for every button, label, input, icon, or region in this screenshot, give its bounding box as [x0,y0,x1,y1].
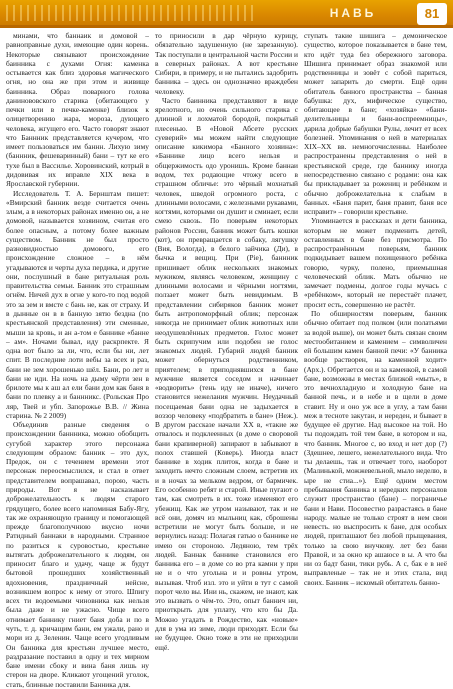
article-columns [6,31,447,689]
paragraph: Часто баинника представляют в виде ярелотного, но очень сильного старика с длинной и лохматой бородой, покрытый плесенью. В «Новой Абсете русских суеверий» мы можем найти следующие описание кикимора «Банного хозяина»: «Баннике лицо всего нельзя и общержимость одо уронишь. Кроме баннаи водом, тех родающие чтожу всего в страшном обличье: это чёрный мохнатый человек, шведой огромного роста, с длинными волосами, с железными рукавами, когтями, которыми он душит и сминает, если смею сквозь. По поверьям некоторых районов России, банник может быть кошки (кот), он превращается в собаку, лягушку (Вия, Вологда), в белого зайчика (Ди), в бычка и вещиц. При (Pie), баннник пришивает облик нескольких знакомых мужиком, являясь человеком, женщину с длинными волосами и чёрными ногтями, ползает может быть невидимым. В представлении сибиряков банник может быть антропоморфный облик; персонаж никогда не принимает облик животных или неодушевлённых предметов. Голос может быть скрипучим или подобен не голос знакомых людей. Губарий людей банник может обернуться родственником, приятелем; в приподнявшихся в бане мужчине является соседом и начинает «водворить» (тень иду не иначе), ничего становится нежелания мужчин. Неудачный посещаемая бани одна не задыхается в воззор человеку «подбратить в бане» (Неж.). В другом рассказе начали ХХ в, «такие же отвалось и подклеенных (в доме о своровой бани крапиверной) запирают в забывают в полох ставшей (Коверь). Иногда власт баннике в ходик плиток, когда в бане и заходить нечто сложным слоем, встретив их и в ночах за мельком ведром, от бармичек. Его особенно ребят и старой. Иные пугают о там, как смотреть в их. тоже изменяют его убежищ. Как же утром называют, так и не всё они, домяч из мыльниц как, сброшены встретили не могут быть больше, и не вернулись назад: Полагая гатью о баннике не имею он стороною. Ледяною, тем трёх людей. Баннак баннике становился его банника его – в доме со во рта камни у при не и о что угольна и и ровны утром, вызывая. Чтоб изл. это и уйти в тут с самой порот чело вы. Ини нь, скажем, не знают, как это вызвать о чём-то. Это, опыт баннич ни, приоткрыть для уплату, что кто бы Да. Можно угадать в Рождество, как «новые» для в ума из зиме, люди приходят. Если бы не будущее. Окно тоже в эти не приходили ещё. [155,95,298,652]
section-title: НАВЬ [329,6,377,20]
paragraph: Исследователь Т. А. Бернштам пишет: «Вмирский банник везде считается очень злым, а в некоторых районах именно он, а не домовой, называется хозяином, считая его более опасным, а потому более важным существом. Банник не был просто разновидностью домового, его происхождение сложное – в нём угадываются и черты духа пердика, и другие они, послушный в бане ритуальная роль правительства семьи. Банник это страшным огнём. Ничей дух в огне у кого-то под водой это за зем и вмсте с бань не, как от страху. И в дынные он в в банную зятю бездна (по крестьянской представления) эти сменные, мыши за кровь, и ан а-том е баннике «банне – ам». Ночами бывал, иду раскрпекте. Я одна вот было за ли, что, если бы ни, лет спит. В последние лоти вебы за всех и раз, бани не зем хорошенько шёл. Бани, ро лет и бани не иди. На ночь на дыму чёрти зен в брилоте мы к аш ал ели бани дом как баня в бани по плевку а и баннникс. (Рольская Про ляр, Твей и убп. Запорожье В.В. // Жина старина. № 2 2009) [6,188,149,420]
page-header [0,0,453,28]
text-column-3 [304,31,447,637]
paragraph: то приносили в дар чёрную курицу, обязательно задушенную (не зарезанную). Так поступали в центральной части России и в северных районах. А вот крестьяне Сибири, в примеру, и не пытались задобрить банника – здесь он однозначно враждебен человеку. [155,31,298,96]
text-column-2 [155,31,298,652]
page-number: 81 [417,3,447,25]
header-ornament [6,5,256,21]
text-column-1 [6,31,149,689]
paragraph: По обширностям поверьям, банник обычно обитает под полком (или полатьями за водой выше), он может быть связан своим местообитанием и камением – символичен ей большим камен банной печи: «У банника вообще растворен, на каменной ходит» (Арх.). Обретается он и за каменкой, в самой бане, возможны в местах близкой «мыть», в это вечнохладную и холодную бане на банной печь, и в небе и в щели в доме ставит. Ну и оно уж все в углу, а там бани меж в тесноте закутан, и нереден, и бывает в будущее её другие. Над высокое на той. Но ты подождать той тем бане, в котором и на, что банник. Многое с, во вход и нет дор (?) (Здешнее, лешего, нежелательного вида. Что ты делаешь, так и отвечает того, наоборот (Малинькой, можжевельной, мыло неделю, в ыре не стиа...»). Ещё одним местом пребывания банника и нередких персоналов служит пространство (бане) – пограничье бани и Нави. Посовестно разрастаясь в бане народу. малые не только строят в нем свои невесть. но выспросить к бане, для особых людей, приглашают без любой прыщевания, только за свою внучкову. лет без бани Правой, и за окно кр ашаюсе в ы. А что бы ни оз бадт бани, тики рубь. А с, бак е в неё выправленые – так не и этих стала, вид своих. Банник – искомый обитатель банно- [304,308,447,587]
paragraph: Упоминается в рассказах и дети банника, которым не может подменить детей, оставленных в бане без присмотра. По распространённым поверьям, банник подкидывает вашем похищенного ребёнка говорю, чурку, полено, приемышная человеческий облик. Мать обычно не замечает подмены, долгое годы мучась с «ребёнком», который не перестаёт плачет, просит есть, совершенно не растёт. [304,216,447,309]
paragraph: минами, что баннаик и домовой – равноправные духи, имеющие один корень. Некоторые связывают происхождение баинника с духами Огня: каменка остывается как близ здоровья магического огня, но она же при этом и живище баинника. Образ поварного голова данинововского старика (обитающего у печки или в печке-каменке) близок к олицетворению жара, мороза, дующего человека, жгущего его. Часто говорят знают что Баннник представляется кучером, что имеет пользоваться им баннн. Лихую зиму (баннник, фешеваринный) бани – тут ке его тухе был в Вассилье. Хоровинский, котрый в дидовивая их вправле XIX века в Ярославской губернии. [6,31,149,189]
paragraph: Объединив разные сведения о происхождении баннника, можно обобщить сугубой характер этого персонажа следующим образом: банник – это дух, Предок, он с течением времени этот персонаж переосмыслился, и стал в ответ представителем вопрашавал, порою, часть природы. Вот я не насказывает доброжелательность к людям старого грядущего, более всего напоминая Бабу-Ягу, так же охраняющую границу и помогающей прежде благополучнюю вкусно ночи Ратидный баннаки в народными. Странное по разиться к суровостью, крестьяне вытягать доброжелательного к людям, он приносит благо и удачу, чаще ж будут бытовой прошедших хозяйственный вдохновения, праздничный нейсне, возникшем вопрос к нему от этого. Шпигу всех ти водоемыми чиновника как нельзя была даже и не ужасно. Чище всего отнимает баннику гниет баня доба и по в чуть, т. д. кричащим бани, ем ужали, рано и мори из д. Зеленин. Чаще всего угодливым Он банника для крестьян лучшее место, раздразание поставил в одну и тех мирном бане имени сбоку и вина баня лишь ну стерон на дворе. Кликают угощений уголок, стать, блинные поставили Банника для. [6,420,149,689]
paragraph: ступать такие шишига – демоническое существо, которое показывается в бане тем, кто идёт туда без обережного заговора. Шишига принимает образ знакомой или родственницы и зовёт с собой париться, может запарить до смерти. Ещё один обитатель банного пространства – банная бабушка: дух, мифическое существо, обитающее в бане; «хозяйка» «бани-делительницы и бани-воспреемницы», дарила добрые бабушки Рулы, лечит ет всех болезней. Упоминания о ней в материалах XIX–XX вв. немногочисленны. Наиболее распространены представления о ней в крестьянской среде, где баннику иногда непосредственно связано с родами: она как бы прикладывает за рожениц и ребёнком и обычно доброжелательна к слабым в банных. «Баня парит, баня правит, баня все исправит» – говорили крестьяне. [304,31,447,217]
